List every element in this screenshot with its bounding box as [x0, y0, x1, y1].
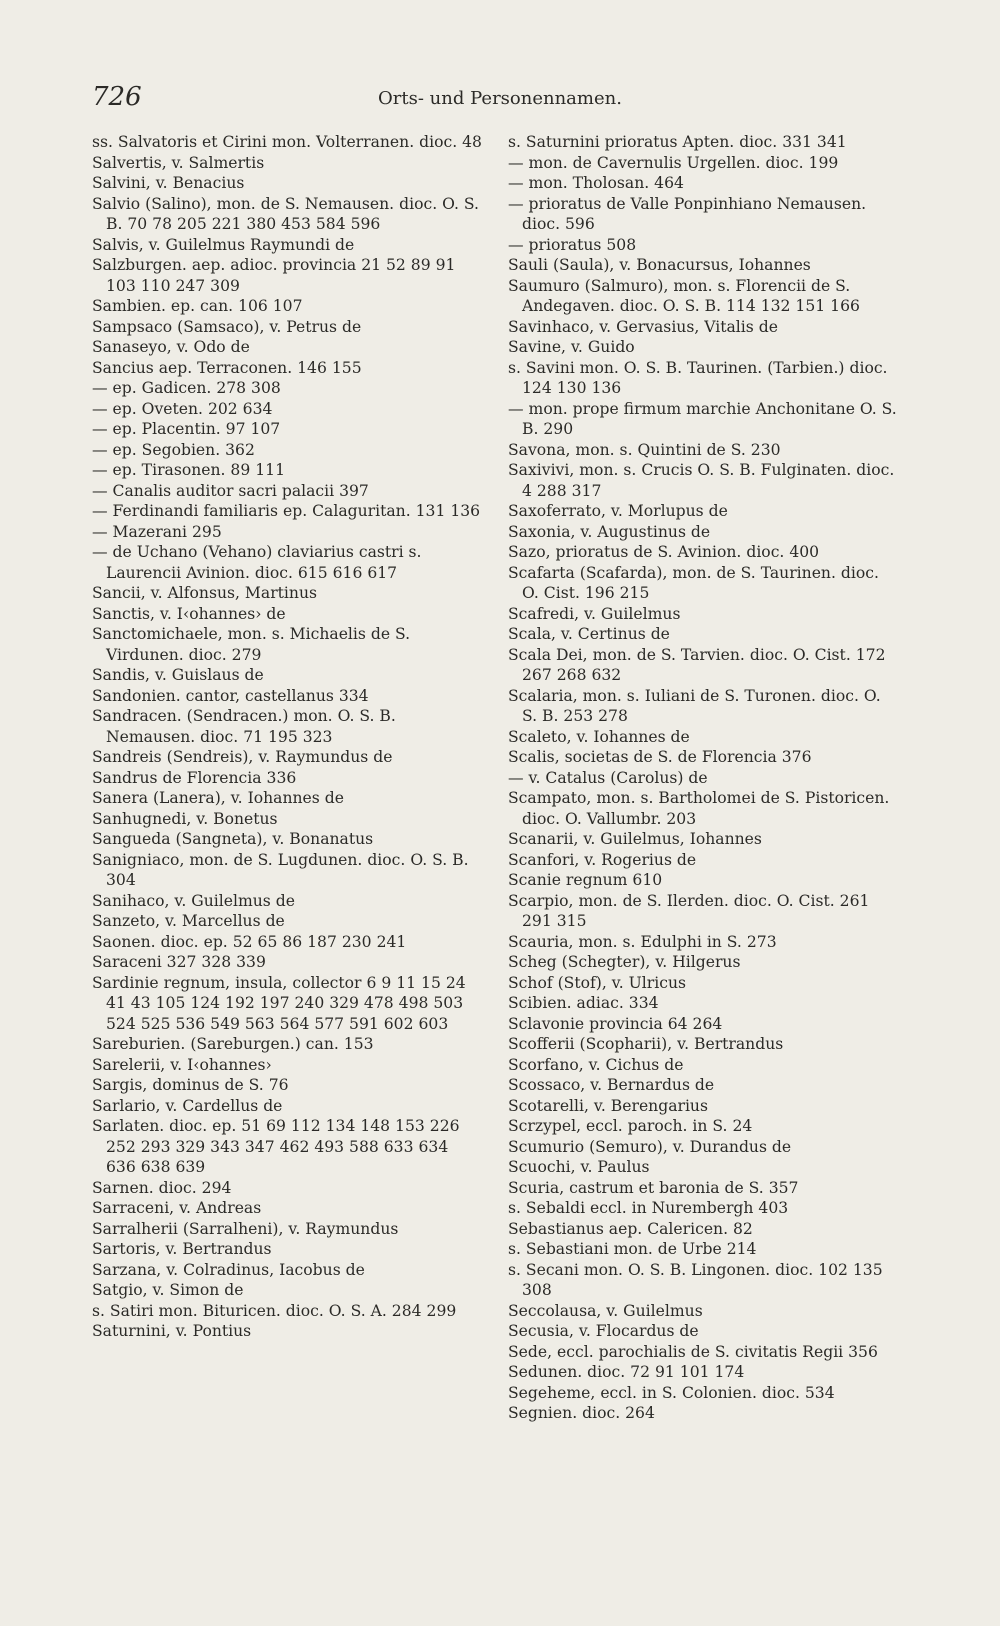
index-entry: Salzburgen. aep. adioc. provincia 21 52 89 91 103 110 247 309	[92, 256, 456, 295]
index-entry: Sancius aep. Terraconen. 146 155	[92, 358, 362, 377]
index-entry: Saumuro (Salmuro), mon. s. Florencii de S. Andegaven. dioc. O. S. B. 114 132 151 166	[508, 276, 860, 315]
index-entry: Sargis, dominus de S. 76	[92, 1076, 289, 1094]
index-entry: Sarnen. dioc. 294	[92, 1178, 232, 1197]
index-entry: Scrzypel, eccl. paroch. in S. 24	[508, 1117, 753, 1135]
index-entry: Scalis, societas de S. de Florencia 376	[508, 748, 812, 766]
index-entry: Seccolausa, v. Guilelmus	[508, 1301, 703, 1320]
index-entry: s. Saturnini prioratus Apten. dioc. 331 341	[508, 133, 847, 151]
index-entry: Saturnini, v. Pontius	[92, 1322, 252, 1340]
index-entry: Sede, eccl. parochialis de S. civitatis Regii 356	[508, 1342, 878, 1361]
index-entry: — ep. Segobien. 362	[92, 440, 255, 459]
index-entry: — mon. de Cavernulis Urgellen. dioc. 199	[508, 153, 839, 172]
index-entry: Scofferii (Scopharii), v. Bertrandus	[508, 1035, 784, 1053]
index-entry: Scossaco, v. Bernardus de	[508, 1076, 715, 1094]
index-entry: Savona, mon. s. Quintini de S. 230	[508, 440, 781, 459]
index-entry: Sarelerii, v. I‹ohannes›	[92, 1055, 272, 1074]
index-entry: Salvis, v. Guilelmus Raymundi de	[92, 235, 355, 254]
index-entry: Scafarta (Scafarda), mon. de S. Taurinen. dioc. O. Cist. 196 215	[508, 563, 879, 602]
index-entry: Scibien. adiac. 334	[508, 994, 659, 1012]
index-entry: Sartoris, v. Bertrandus	[92, 1240, 272, 1258]
index-entry: Sandrus de Florencia 336	[92, 768, 297, 787]
index-entry: Sebastianus aep. Calericen. 82	[508, 1219, 753, 1238]
index-entry: — prioratus de Valle Ponpinhiano Nemausen. dioc. 596	[508, 194, 867, 233]
index-entry: Sampsaco (Samsaco), v. Petrus de	[92, 317, 362, 336]
index-entry: Sanera (Lanera), v. Iohannes de	[92, 789, 344, 807]
index-entry: ss. Salvatoris et Cirini mon. Volterranen. dioc. 48	[92, 133, 482, 151]
index-entry: s. Sebastiani mon. de Urbe 214	[508, 1240, 757, 1258]
index-entry: Scalaria, mon. s. Iuliani de S. Turonen. dioc. O. S. B. 253 278	[508, 686, 881, 725]
index-entry: Savine, v. Guido	[508, 338, 635, 356]
index-entry: — ep. Gadicen. 278 308	[92, 379, 281, 397]
index-entry: Scotarelli, v. Berengarius	[508, 1096, 708, 1115]
index-entry: Sazo, prioratus de S. Avinion. dioc. 400	[508, 543, 820, 561]
index-entry: Scarpio, mon. de S. Ilerden. dioc. O. Cist. 261 291 315	[508, 891, 870, 930]
index-entry: Schof (Stof), v. Ulricus	[508, 973, 686, 992]
index-entry: Sandracen. (Sendracen.) mon. O. S. B. Nemausen. dioc. 71 195 323	[92, 707, 396, 746]
index-entry: Sangueda (Sangneta), v. Bonanatus	[92, 830, 374, 848]
index-entry: s. Savini mon. O. S. B. Taurinen. (Tarbien.) dioc. 124 130 136	[508, 358, 888, 397]
index-column-right	[508, 132, 898, 1424]
index-entry: Sclavonie provincia 64 264	[508, 1014, 723, 1033]
index-entry: Sareburien. (Sareburgen.) can. 153	[92, 1035, 374, 1053]
index-entry: Salvini, v. Benacius	[92, 174, 245, 192]
index-entry: Sanaseyo, v. Odo de	[92, 338, 250, 356]
index-entry: Segnien. dioc. 264	[508, 1404, 655, 1422]
page-number: 726	[92, 82, 142, 112]
index-column-left	[92, 132, 482, 1342]
index-entry: — ep. Tirasonen. 89 111	[92, 461, 285, 479]
index-entry: Sandis, v. Guislaus de	[92, 666, 264, 684]
index-entry: Sanigniaco, mon. de S. Lugdunen. dioc. O. S. B. 304	[92, 850, 469, 889]
index-entry: — de Uchano (Vehano) claviarius castri s. Laurencii Avinion. dioc. 615 616 617	[92, 543, 422, 582]
index-entry: — prioratus 508	[508, 235, 637, 254]
index-entry: Sardinie regnum, insula, collector 6 9 11 15 24 41 43 105 124 192 197 240 329 478 498 503 524 525 536 549 563 564 577 591 602 603	[92, 973, 466, 1033]
index-entry: Savinhaco, v. Gervasius, Vitalis de	[508, 317, 778, 336]
index-entry: Sauli (Saula), v. Bonacursus, Iohannes	[508, 256, 811, 274]
index-entry: — ep. Oveten. 202 634	[92, 399, 273, 418]
index-entry: Scala Dei, mon. de S. Tarvien. dioc. O. Cist. 172 267 268 632	[508, 645, 886, 684]
index-entry: Sanctis, v. I‹ohannes› de	[92, 604, 286, 623]
index-entry: Scaleto, v. Iohannes de	[508, 727, 690, 746]
index-entry: Scafredi, v. Guilelmus	[508, 604, 681, 623]
index-entry: Saonen. dioc. ep. 52 65 86 187 230 241	[92, 932, 407, 951]
index-entry: Sancii, v. Alfonsus, Martinus	[92, 584, 317, 602]
index-entry: Sarlario, v. Cardellus de	[92, 1096, 283, 1115]
index-entry: Secusia, v. Flocardus de	[508, 1322, 699, 1340]
index-entry: — Mazerani 295	[92, 522, 222, 541]
index-entry: Sanctomichaele, mon. s. Michaelis de S. Virdunen. dioc. 279	[92, 625, 411, 664]
index-entry: s. Sebaldi eccl. in Nurembergh 403	[508, 1199, 789, 1217]
index-entry: — mon. Tholosan. 464	[508, 174, 684, 192]
index-entry: Scanfori, v. Rogerius de	[508, 850, 697, 869]
index-entry: Sandonien. cantor, castellanus 334	[92, 686, 369, 705]
index-entry: Sarlaten. dioc. ep. 51 69 112 134 148 153 226 252 293 329 343 347 462 493 588 633 634 636 638 639	[92, 1117, 460, 1176]
index-entry: Sanihaco, v. Guilelmus de	[92, 891, 295, 910]
index-entry: s. Secani mon. O. S. B. Lingonen. dioc. 102 135 308	[508, 1260, 883, 1299]
index-entry: Scuria, castrum et baronia de S. 357	[508, 1178, 799, 1197]
index-entry: — v. Catalus (Carolus) de	[508, 768, 708, 787]
page-header	[92, 82, 908, 112]
index-entry: Saxivivi, mon. s. Crucis O. S. B. Fulginaten. dioc. 4 288 317	[508, 461, 895, 500]
index-entry: — Canalis auditor sacri palacii 397	[92, 481, 369, 500]
index-entry: Scampato, mon. s. Bartholomei de S. Pistoricen. dioc. O. Vallumbr. 203	[508, 789, 890, 828]
index-entry: Segeheme, eccl. in S. Colonien. dioc. 534	[508, 1383, 835, 1402]
index-entry: Sambien. ep. can. 106 107	[92, 297, 303, 315]
index-entry: — mon. prope firmum marchie Anchonitane O. S. B. 290	[508, 399, 897, 438]
index-entry: s. Satiri mon. Bituricen. dioc. O. S. A. 284 299	[92, 1301, 457, 1320]
index-entry: Scanie regnum 610	[508, 871, 663, 889]
index-entry: Salvertis, v. Salmertis	[92, 153, 265, 172]
index-entry: Scuochi, v. Paulus	[508, 1158, 650, 1176]
index-entry: Scauria, mon. s. Edulphi in S. 273	[508, 932, 777, 951]
index-entry: Scheg (Schegter), v. Hilgerus	[508, 953, 741, 971]
index-entry: Sanhugnedi, v. Bonetus	[92, 809, 278, 828]
index-entry: Sandreis (Sendreis), v. Raymundus de	[92, 748, 393, 766]
index-entry: Sanzeto, v. Marcellus de	[92, 912, 285, 930]
index-entry: Sarralherii (Sarralheni), v. Raymundus	[92, 1219, 399, 1238]
index-entry: — ep. Placentin. 97 107	[92, 420, 281, 438]
index-entry: Sedunen. dioc. 72 91 101 174	[508, 1363, 745, 1381]
index-entry: Saxonia, v. Augustinus de	[508, 522, 711, 541]
index-entry: Scumurio (Semuro), v. Durandus de	[508, 1137, 792, 1156]
index-entry: Scorfano, v. Cichus de	[508, 1055, 684, 1074]
index-entry: Saraceni 327 328 339	[92, 953, 266, 971]
index-entry: Scala, v. Certinus de	[508, 625, 670, 643]
index-entry: Sarzana, v. Colradinus, Iacobus de	[92, 1260, 365, 1279]
running-title: Orts- und Personennamen.	[378, 88, 622, 109]
index-entry: Saxoferrato, v. Morlupus de	[508, 502, 728, 520]
index-entry: Salvio (Salino), mon. de S. Nemausen. dioc. O. S. B. 70 78 205 221 380 453 584 596	[92, 194, 479, 233]
index-entry: Scanarii, v. Guilelmus, Iohannes	[508, 830, 762, 848]
index-entry: — Ferdinandi familiaris ep. Calaguritan. 131 136	[92, 502, 481, 520]
index-entry: Satgio, v. Simon de	[92, 1281, 244, 1299]
index-entry: Sarraceni, v. Andreas	[92, 1199, 262, 1217]
